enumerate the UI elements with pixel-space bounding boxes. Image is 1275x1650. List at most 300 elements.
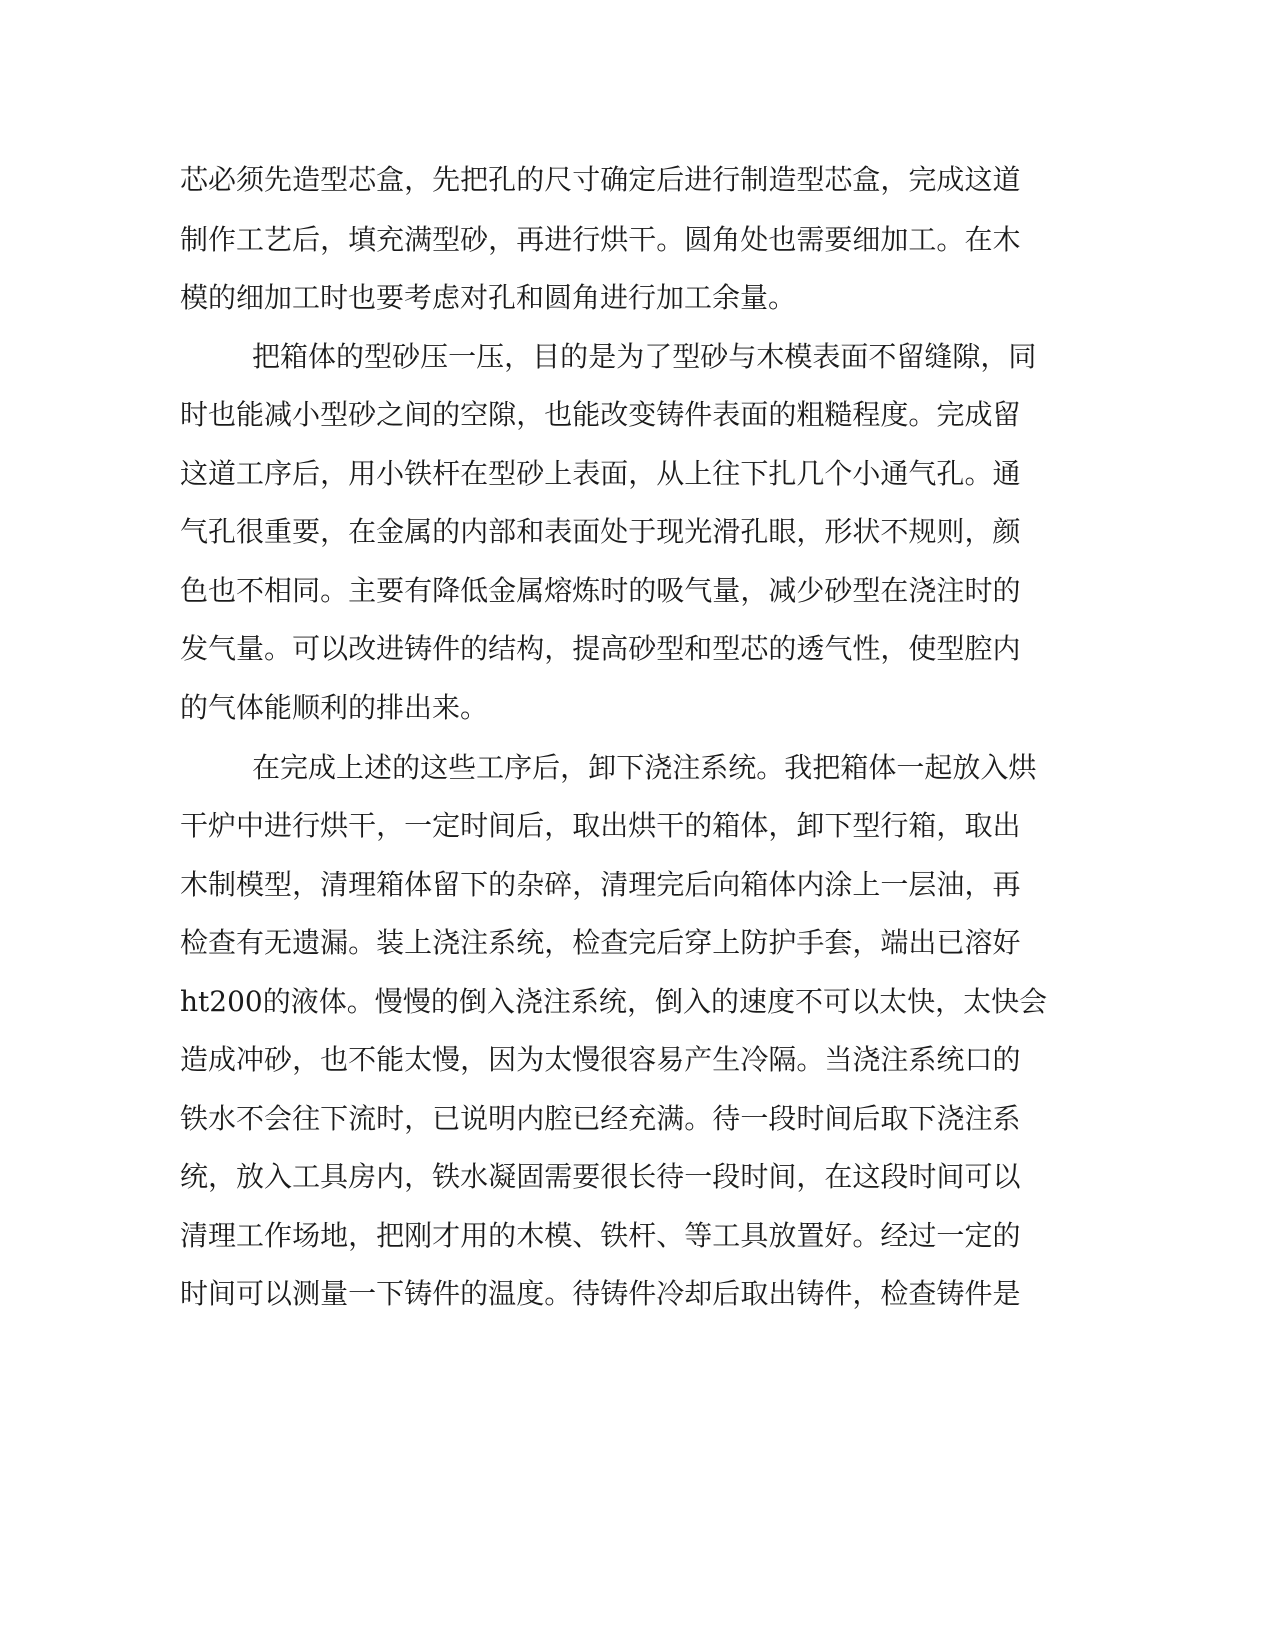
text-glyph: 过	[908, 1219, 937, 1252]
text-glyph: 件	[964, 1277, 993, 1310]
text-glyph: 时	[796, 1102, 825, 1135]
text-glyph: 不	[880, 515, 909, 548]
text-glyph: 这	[964, 163, 993, 196]
text-glyph: 高	[600, 632, 629, 665]
text-glyph: 取	[964, 809, 993, 842]
text-line	[180, 806, 1021, 846]
text-glyph: 与	[728, 340, 757, 373]
text-glyph: 水	[460, 1160, 489, 1193]
text-glyph: 系	[700, 751, 729, 784]
text-glyph: ，	[560, 751, 589, 784]
text-glyph: 已	[432, 1102, 461, 1135]
text-glyph: 铸	[656, 398, 685, 431]
text-glyph: 细	[852, 223, 881, 256]
text-glyph: 的	[684, 809, 713, 842]
text-glyph: 型	[656, 632, 685, 665]
text-glyph: 凝	[488, 1160, 517, 1193]
text-glyph: 液	[290, 985, 319, 1018]
text-glyph: 烘	[600, 223, 629, 256]
text-glyph: 浇	[852, 1043, 881, 1076]
text-glyph: 量	[712, 574, 741, 607]
text-glyph: 件	[684, 398, 713, 431]
text-glyph: ，	[544, 926, 573, 959]
text-glyph: 确	[600, 163, 629, 196]
text-glyph: ，	[935, 985, 964, 1018]
text-glyph: 工	[236, 1219, 265, 1252]
text-glyph: 造	[768, 163, 797, 196]
text-glyph: ，	[208, 1160, 237, 1193]
text-glyph: 型	[488, 457, 517, 490]
text-glyph: 入	[682, 985, 711, 1018]
text-glyph: 浇	[644, 751, 673, 784]
text-glyph: 小	[292, 398, 321, 431]
text-glyph: 场	[292, 1219, 321, 1252]
text-glyph: 能	[376, 1043, 405, 1076]
text-glyph: 芯	[740, 632, 769, 665]
text-glyph: 好	[824, 1219, 853, 1252]
text-glyph: 表	[712, 398, 741, 431]
text-glyph: 当	[824, 1043, 853, 1076]
text-glyph: ，	[796, 515, 825, 548]
text-glyph: 型	[852, 574, 881, 607]
text-glyph: 的	[516, 163, 545, 196]
text-glyph: ，	[852, 1277, 881, 1310]
text-glyph: 表	[572, 457, 601, 490]
text-glyph: 了	[644, 340, 673, 373]
text-glyph: 时	[600, 574, 629, 607]
text-glyph: 透	[796, 632, 825, 665]
text-glyph: ，	[544, 632, 573, 665]
text-glyph: 起	[924, 751, 953, 784]
text-glyph: 涂	[824, 868, 853, 901]
text-glyph: 出	[908, 926, 937, 959]
text-glyph: 铁	[180, 1102, 209, 1135]
text-glyph: 上	[684, 457, 713, 490]
text-glyph: 待	[656, 1160, 685, 1193]
text-glyph: 隙	[488, 398, 517, 431]
text-glyph: 温	[488, 1277, 517, 1310]
text-glyph: 的	[336, 340, 365, 373]
text-glyph: 模	[236, 868, 265, 901]
text-glyph: 放	[236, 1160, 265, 1193]
text-glyph: 圆	[684, 223, 713, 256]
text-line	[180, 512, 1021, 552]
text-glyph: 在	[252, 751, 281, 784]
text-glyph: 满	[656, 1102, 685, 1135]
text-glyph: 、	[572, 1219, 601, 1252]
text-line	[252, 337, 1037, 377]
text-glyph: 卸	[796, 809, 825, 842]
text-glyph: 下	[376, 1277, 405, 1310]
text-glyph: 在	[460, 457, 489, 490]
text-glyph: 等	[684, 1219, 713, 1252]
text-glyph: 杆	[432, 457, 461, 490]
text-glyph: 杂	[516, 868, 545, 901]
text-glyph: 下	[824, 809, 853, 842]
text-glyph: 空	[460, 398, 489, 431]
text-glyph: 型	[364, 340, 393, 373]
text-glyph: 段	[880, 1160, 909, 1193]
text-glyph: 太	[544, 1043, 573, 1076]
text-glyph: 注	[964, 1102, 993, 1135]
text-glyph: 型	[320, 398, 349, 431]
text-line	[180, 865, 1021, 905]
text-glyph: 后	[292, 457, 321, 490]
text-glyph: 定	[628, 163, 657, 196]
text-glyph: 能	[236, 398, 265, 431]
text-glyph: 油	[936, 868, 965, 901]
text-glyph: 成	[208, 1043, 237, 1076]
text-glyph: 浇	[432, 926, 461, 959]
text-glyph: 工	[712, 1219, 741, 1252]
text-glyph: ，	[348, 1219, 377, 1252]
text-line	[180, 1040, 1021, 1080]
text-glyph: 道	[992, 163, 1021, 196]
text-glyph: 时	[376, 1102, 405, 1135]
text-glyph: 腔	[964, 632, 993, 665]
text-glyph: ，	[292, 1043, 321, 1076]
text-glyph: 需	[796, 223, 825, 256]
text-glyph: 很	[600, 1160, 629, 1193]
text-glyph: 入	[264, 1160, 293, 1193]
text-glyph: 金	[376, 515, 405, 548]
text-glyph: 再	[516, 223, 545, 256]
text-glyph: 系	[992, 1102, 1021, 1135]
text-glyph: 。	[684, 1102, 713, 1135]
text-line	[180, 1216, 1021, 1256]
text-glyph: 主	[348, 574, 377, 607]
text-glyph: 盒	[376, 163, 405, 196]
text-glyph: 木	[516, 1219, 545, 1252]
text-glyph: 把	[252, 340, 281, 373]
text-glyph: 时	[964, 574, 993, 607]
text-glyph: 段	[768, 1102, 797, 1135]
text-glyph: 把	[812, 751, 841, 784]
text-glyph: 一	[880, 868, 909, 901]
text-glyph: 也	[208, 574, 237, 607]
text-glyph: 体	[308, 340, 337, 373]
text-glyph: 砂	[460, 223, 489, 256]
text-glyph: 内	[516, 1102, 545, 1135]
text-glyph: 快	[991, 985, 1020, 1018]
text-glyph: 处	[740, 223, 769, 256]
text-glyph: 为	[616, 340, 645, 373]
text-glyph: 因	[488, 1043, 517, 1076]
text-glyph: 说	[460, 1102, 489, 1135]
text-glyph: 砂	[264, 1043, 293, 1076]
text-glyph: 内	[376, 1160, 405, 1193]
text-glyph: 把	[460, 163, 489, 196]
text-glyph: 浇	[514, 985, 543, 1018]
text-glyph: 的	[768, 632, 797, 665]
text-glyph: 下	[320, 1102, 349, 1135]
text-glyph: 减	[768, 574, 797, 607]
text-glyph: 完	[908, 163, 937, 196]
text-glyph: 下	[740, 457, 769, 490]
text-glyph: 统	[936, 1043, 965, 1076]
text-glyph: 砂	[824, 574, 853, 607]
text-glyph: 口	[964, 1043, 993, 1076]
text-line	[180, 923, 1021, 963]
text-glyph: 检	[880, 1277, 909, 1310]
text-glyph: 入	[486, 985, 515, 1018]
text-glyph: 中	[236, 809, 265, 842]
text-glyph: 也	[544, 398, 573, 431]
text-glyph: 也	[768, 223, 797, 256]
text-glyph: 铁	[404, 457, 433, 490]
text-glyph: 颜	[992, 515, 1021, 548]
text-glyph: 光	[684, 515, 713, 548]
text-glyph: 成	[308, 751, 337, 784]
text-glyph: 内	[796, 868, 825, 901]
text-glyph: 的	[560, 340, 589, 373]
text-glyph: 慢	[374, 985, 403, 1018]
text-glyph: 烘	[320, 809, 349, 842]
text-glyph: 放	[768, 1219, 797, 1252]
text-glyph: 要	[824, 223, 853, 256]
text-glyph: 定	[964, 1219, 993, 1252]
text-glyph: 上	[712, 926, 741, 959]
text-glyph: 木	[756, 340, 785, 373]
text-glyph: 砂	[628, 632, 657, 665]
text-glyph: 些	[448, 751, 477, 784]
text-glyph: 的	[488, 868, 517, 901]
text-glyph: 测	[292, 1277, 321, 1310]
text-glyph: 作	[264, 1219, 293, 1252]
text-glyph: 快	[907, 985, 936, 1018]
text-glyph: 干	[656, 809, 685, 842]
text-glyph: 注	[672, 751, 701, 784]
text-glyph: 装	[376, 926, 405, 959]
text-glyph: 工	[908, 223, 937, 256]
text-glyph: ，	[320, 515, 349, 548]
text-glyph: 的	[262, 985, 291, 1018]
text-glyph: 同	[292, 574, 321, 607]
text-glyph: 则	[936, 515, 965, 548]
text-glyph: 充	[628, 1102, 657, 1135]
text-glyph: 体	[740, 809, 769, 842]
text-glyph: 量	[320, 1277, 349, 1310]
text-glyph: 刚	[404, 1219, 433, 1252]
text-glyph: 构	[516, 632, 545, 665]
text-glyph: 。	[852, 1219, 881, 1252]
text-glyph: 留	[432, 868, 461, 901]
text-glyph: 上	[544, 457, 573, 490]
text-glyph: 发	[180, 632, 209, 665]
text-glyph: 时	[460, 809, 489, 842]
text-glyph: 炉	[208, 809, 237, 842]
text-glyph: ，	[488, 223, 517, 256]
text-glyph: 入	[980, 751, 1009, 784]
text-glyph: 铸	[796, 1277, 825, 1310]
text-glyph: 眼	[768, 515, 797, 548]
text-glyph: 时	[908, 1160, 937, 1193]
text-glyph: 、	[656, 1219, 685, 1252]
text-line: 的气体能顺利的排出来。	[180, 691, 489, 724]
text-glyph: 同	[1008, 340, 1037, 373]
text-glyph: 体	[868, 751, 897, 784]
text-glyph: 砂	[700, 340, 729, 373]
text-glyph: 件	[432, 632, 461, 665]
text-glyph: 能	[572, 398, 601, 431]
text-glyph: 。	[964, 457, 993, 490]
text-glyph: 道	[208, 457, 237, 490]
text-glyph: 进	[544, 223, 573, 256]
text-glyph: ，	[880, 163, 909, 196]
text-glyph: 粗	[796, 398, 825, 431]
text-glyph: 清	[180, 1219, 209, 1252]
text-glyph: 的	[768, 398, 797, 431]
text-glyph: 干	[348, 809, 377, 842]
text-glyph: 后	[292, 223, 321, 256]
text-glyph: 遗	[292, 926, 321, 959]
text-glyph: 理	[628, 868, 657, 901]
text-glyph: ，	[628, 457, 657, 490]
text-glyph: 很	[236, 515, 265, 548]
text-glyph: 铁	[432, 1160, 461, 1193]
text-glyph: ，	[320, 223, 349, 256]
text-glyph: ，	[376, 809, 405, 842]
text-glyph: 可	[964, 1160, 993, 1193]
text-glyph: 面	[740, 398, 769, 431]
text-glyph: 后	[852, 1102, 881, 1135]
text-glyph: 内	[992, 632, 1021, 665]
text-line	[180, 395, 1021, 435]
text-glyph: 加	[880, 223, 909, 256]
text-glyph: 先	[264, 163, 293, 196]
text-glyph: 。	[348, 926, 377, 959]
text-glyph: 在	[824, 1160, 853, 1193]
text-glyph: 出	[992, 809, 1021, 842]
text-glyph: 冷	[656, 1277, 685, 1310]
text-glyph: ，	[504, 340, 533, 373]
text-glyph: ，	[404, 163, 433, 196]
text-glyph: 固	[516, 1160, 545, 1193]
text-glyph: 小	[852, 457, 881, 490]
text-glyph: ，	[292, 868, 321, 901]
text-glyph: 段	[712, 1160, 741, 1193]
text-glyph: 隙	[952, 340, 981, 373]
text-glyph: 艺	[264, 223, 293, 256]
text-glyph: 可	[823, 985, 852, 1018]
text-glyph: 会	[264, 1102, 293, 1135]
text-glyph: 寸	[572, 163, 601, 196]
text-glyph: 工	[236, 223, 265, 256]
text-glyph: ，	[768, 809, 797, 842]
text-glyph: 端	[880, 926, 909, 959]
text-glyph: 待	[712, 1102, 741, 1135]
text-glyph: ，	[796, 1160, 825, 1193]
text-glyph: 工	[236, 457, 265, 490]
text-glyph: 制	[208, 868, 237, 901]
text-glyph: 可	[236, 1277, 265, 1310]
text-glyph: 属	[404, 515, 433, 548]
text-glyph: 也	[320, 1043, 349, 1076]
text-glyph: 下	[460, 868, 489, 901]
text-glyph: 后	[712, 1277, 741, 1310]
text-glyph: 造	[180, 1043, 209, 1076]
text-glyph: 。	[544, 1277, 573, 1310]
text-glyph: 水	[208, 1102, 237, 1135]
text-glyph: 满	[404, 223, 433, 256]
text-glyph: 统	[728, 751, 757, 784]
text-glyph: 一	[684, 1160, 713, 1193]
text-glyph: 慢	[402, 985, 431, 1018]
text-glyph: 时	[740, 1160, 769, 1193]
text-glyph: 芯	[824, 163, 853, 196]
text-glyph: 角	[712, 223, 741, 256]
text-glyph: 我	[784, 751, 813, 784]
text-glyph: 面	[572, 515, 601, 548]
text-line	[180, 1274, 1021, 1314]
text-line	[180, 454, 1021, 494]
text-glyph: 的	[432, 515, 461, 548]
text-glyph: 铸	[936, 1277, 965, 1310]
text-glyph: 提	[572, 632, 601, 665]
text-glyph: 芯	[180, 163, 209, 196]
text-glyph: 以	[320, 632, 349, 665]
text-glyph: 行	[880, 809, 909, 842]
text-glyph: 色	[180, 574, 209, 607]
text-glyph: 用	[348, 457, 377, 490]
text-glyph: 箱	[376, 868, 405, 901]
text-glyph: 这	[180, 457, 209, 490]
text-glyph: 序	[264, 457, 293, 490]
text-glyph: 砂	[516, 457, 545, 490]
text-glyph: 铁	[600, 1219, 629, 1252]
text-glyph: 面	[840, 340, 869, 373]
text-glyph: 间	[936, 1160, 965, 1193]
text-glyph: 层	[908, 868, 937, 901]
text-glyph: 气	[684, 574, 713, 607]
text-glyph: 不	[236, 1102, 265, 1135]
text-glyph: 造	[292, 163, 321, 196]
text-glyph: ，	[980, 340, 1009, 373]
text-glyph: 系	[488, 926, 517, 959]
text-glyph: 后	[656, 926, 685, 959]
text-glyph: 行	[572, 223, 601, 256]
text-line	[180, 160, 1021, 200]
text-glyph: 冲	[236, 1043, 265, 1076]
text-glyph: 长	[628, 1160, 657, 1193]
text-glyph: 孔	[208, 515, 237, 548]
text-glyph: 以	[851, 985, 880, 1018]
text-glyph: ，	[626, 985, 655, 1018]
text-glyph: 无	[264, 926, 293, 959]
text-glyph: ，	[852, 926, 881, 959]
text-glyph: 型	[672, 340, 701, 373]
text-glyph: 减	[264, 398, 293, 431]
text-glyph: 相	[264, 574, 293, 607]
text-glyph: 型	[936, 632, 965, 665]
text-glyph: 完	[936, 398, 965, 431]
text-glyph: 部	[488, 515, 517, 548]
text-glyph: 。	[908, 398, 937, 431]
text-glyph: 出	[768, 1277, 797, 1310]
text-glyph: 统	[598, 985, 627, 1018]
text-glyph: 时	[180, 1277, 209, 1310]
text-glyph: 放	[952, 751, 981, 784]
text-line	[180, 571, 1021, 611]
text-glyph: 在	[348, 515, 377, 548]
text-glyph: 待	[572, 1277, 601, 1310]
text-glyph: 检	[572, 926, 601, 959]
text-glyph: 从	[656, 457, 685, 490]
text-glyph: 后	[684, 868, 713, 901]
text-glyph: 不	[868, 340, 897, 373]
text-glyph: 不	[348, 1043, 377, 1076]
text-glyph: 后	[656, 163, 685, 196]
